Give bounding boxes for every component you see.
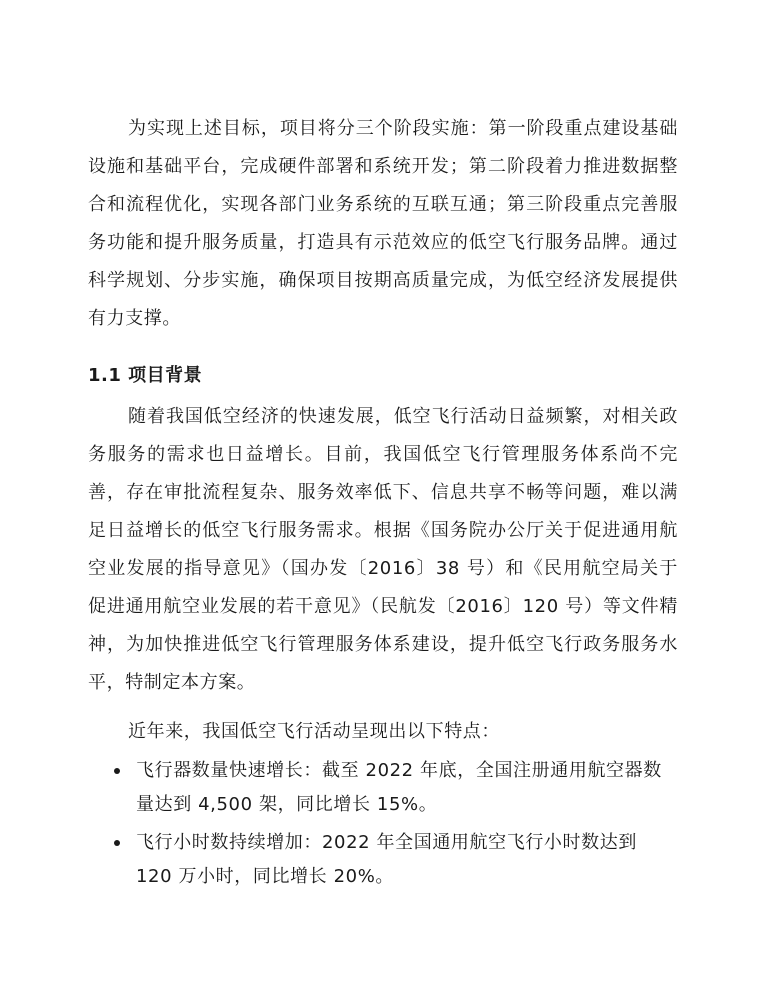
bullet-dot-icon [114,768,120,774]
features-list [0,754,765,898]
section-heading: 1.1 项目背景 [88,365,203,386]
features-intro: 近年来，我国低空飞行活动呈现出以下特点： [128,721,500,742]
list-item-text: 飞行小时数持续增加：2022 年全国通用航空飞行小时数达到 120 万小时，同比增长 20%。 [136,832,637,887]
list-item [136,754,676,822]
intro-paragraph: 为实现上述目标，项目将分三个阶段实施：第一阶段重点建设基础设施和基础平台，完成硬件部署和系统开发；第二阶段着力推进数据整合和流程优化，实现各部门业务系统的互联互通；第三阶段重点完善服务功能和提升服务质量，打造具有示范效应的低空飞行服务品牌。通过科学规划、分步实施，确保项目按期高质量完成，为低空经济发展提供有力支撑。 [88,118,678,329]
background-paragraph: 随着我国低空经济的快速发展，低空飞行活动日益频繁，对相关政务服务的需求也日益增长。目前，我国低空飞行管理服务体系尚不完善，存在审批流程复杂、服务效率低下、信息共享不畅等问题，难以满足日益增长的低空飞行服务需求。根据《国务院办公厅关于促进通用航空业发展的指导意见》（国办发〔2016〕38 号）和《民用航空局关于促进通用航空业发展的若干意见》（民航发〔2016〕120 号）等文件精神，为加快推进低空飞行管理服务体系建设，提升低空飞行政务服务水平，特制定本方案。 [88,406,678,693]
bullet-dot-icon [114,840,120,846]
list-item-text: 飞行器数量快速增长：截至 2022 年底，全国注册通用航空器数量达到 4,500 架，同比增长 15%。 [136,760,662,815]
list-item [136,826,676,894]
